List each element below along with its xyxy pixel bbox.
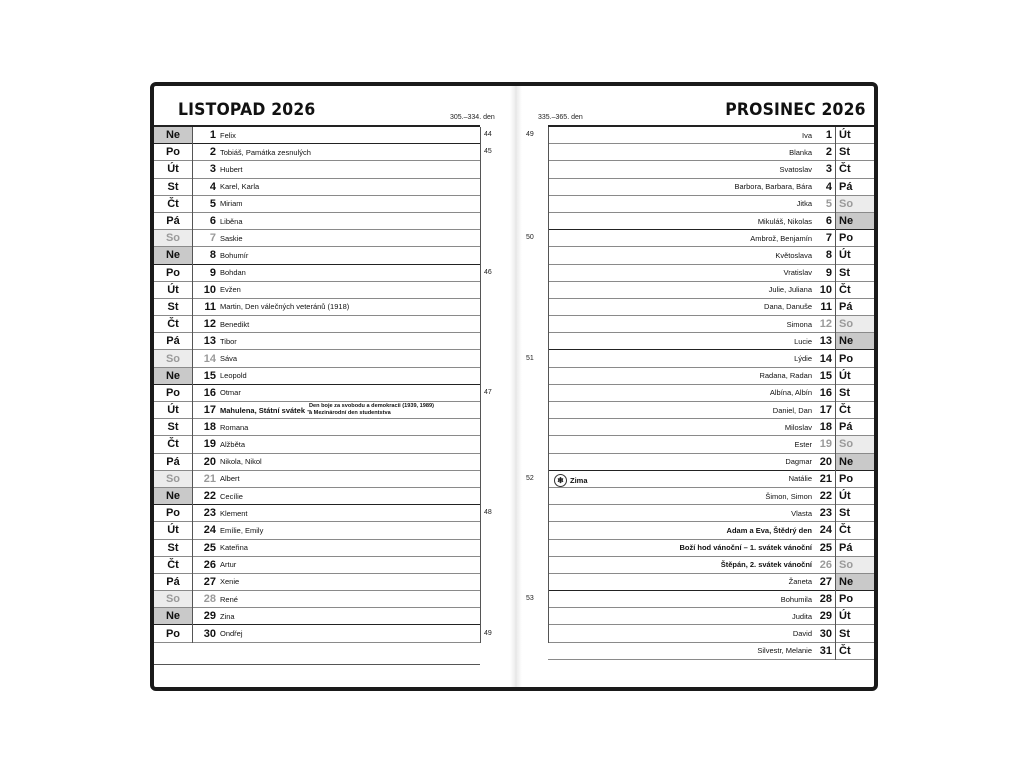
- day-number: 1: [825, 129, 832, 142]
- day-number: 20: [819, 455, 832, 468]
- week-number: 51: [526, 354, 534, 362]
- day-number: 4: [825, 180, 832, 193]
- day-number: 3: [209, 163, 216, 176]
- day-row: [154, 161, 480, 178]
- name-day: David: [792, 629, 812, 639]
- name-day: Miriam: [220, 199, 243, 209]
- name-day: Blanka: [789, 147, 812, 157]
- week-number: 48: [484, 509, 492, 517]
- weekday: Po: [165, 386, 181, 399]
- name-day: Leopold: [220, 371, 247, 381]
- name-day: Boží hod vánoční – 1. svátek vánoční: [679, 543, 812, 553]
- name-day: Karel, Karla: [220, 182, 260, 192]
- weekday: So: [836, 436, 874, 452]
- weekday: So: [154, 471, 192, 487]
- weekday: St: [839, 507, 850, 520]
- day-row: [548, 385, 874, 402]
- week-number: 50: [526, 234, 534, 242]
- day-number: 2: [825, 146, 832, 159]
- day-row: [154, 385, 480, 402]
- name-day: Květoslava: [775, 250, 812, 260]
- day-row: [154, 522, 480, 539]
- name-day: Žaneta: [788, 577, 812, 587]
- day-number: 2: [209, 146, 216, 159]
- page-listopad: [154, 86, 510, 687]
- day-number: 28: [819, 593, 832, 606]
- snowflake-icon: ❄: [554, 474, 567, 487]
- day-number: 5: [825, 197, 832, 210]
- name-day: Dana, Danuše: [764, 302, 812, 312]
- name-day: Romana: [220, 422, 249, 432]
- day-row: [548, 557, 874, 574]
- day-number: 20: [203, 455, 216, 468]
- day-row: [154, 127, 480, 144]
- weekday: So: [154, 591, 192, 607]
- day-number: 18: [203, 421, 216, 434]
- weekday: St: [167, 541, 179, 554]
- name-day: Ester: [794, 439, 812, 449]
- weekday: St: [167, 180, 179, 193]
- weekday: So: [154, 230, 192, 246]
- name-day: Radana, Radan: [759, 371, 812, 381]
- name-day: Tobiáš, Památka zesnulých: [220, 147, 311, 157]
- name-day: Vlasta: [791, 508, 812, 518]
- name-day: Kateřina: [220, 543, 248, 553]
- weekday: Út: [167, 283, 179, 296]
- name-day: Cecílie: [220, 491, 243, 501]
- weekday: Ne: [154, 247, 192, 263]
- name-day: Ambrož, Benjamín: [750, 233, 812, 243]
- diary-spread: [150, 82, 878, 691]
- day-number: 22: [819, 490, 832, 503]
- weekday: Po: [165, 507, 181, 520]
- day-number: 9: [209, 266, 216, 279]
- name-day: Dagmar: [785, 457, 812, 467]
- day-number: 7: [825, 232, 832, 245]
- day-row: [154, 436, 480, 453]
- name-day: Emílie, Emily: [220, 525, 264, 535]
- weekday: Út: [167, 163, 179, 176]
- day-range: 335.–365. den: [538, 114, 583, 121]
- day-row: [548, 436, 874, 453]
- day-number: 30: [819, 627, 832, 640]
- day-row: [154, 265, 480, 282]
- day-row: [154, 608, 480, 625]
- weekday: Pá: [166, 455, 180, 468]
- week-number: 47: [484, 389, 492, 396]
- weekday: Pá: [839, 421, 853, 434]
- name-day: Nikola, Nikol: [220, 457, 262, 467]
- week-number: 52: [526, 475, 534, 482]
- week-number: 44: [484, 131, 492, 138]
- weekday: St: [839, 146, 850, 159]
- day-number: 21: [203, 472, 216, 485]
- weekday: Čt: [167, 197, 179, 210]
- name-day: Štěpán, 2. svátek vánoční: [720, 560, 812, 570]
- book-spine: [510, 86, 522, 687]
- name-day: Hubert: [220, 164, 243, 174]
- day-number: 15: [819, 369, 832, 382]
- day-row: [548, 316, 874, 333]
- weekday: So: [836, 196, 874, 212]
- day-row: [548, 265, 874, 282]
- week-column: [480, 127, 481, 643]
- weekday: So: [154, 350, 192, 366]
- day-number: 19: [819, 438, 832, 451]
- weekday: Po: [839, 593, 854, 606]
- day-number: 6: [825, 215, 832, 228]
- day-row: [154, 179, 480, 196]
- day-number: 31: [819, 644, 832, 657]
- weekday: Ne: [154, 488, 192, 504]
- name-day: Evžen: [220, 285, 241, 295]
- day-number: 29: [819, 610, 832, 623]
- weekday: Čt: [167, 438, 179, 451]
- day-number: 12: [819, 318, 832, 331]
- name-day: Klement: [220, 508, 248, 518]
- day-row: [154, 350, 480, 367]
- weekday: Ne: [836, 213, 874, 229]
- weekday: Út: [167, 524, 179, 537]
- day-row: [154, 333, 480, 350]
- week-number: 46: [484, 268, 492, 276]
- day-row: [154, 419, 480, 436]
- name-day: Albert: [220, 474, 240, 484]
- weekday: Čt: [839, 163, 851, 176]
- weekday: St: [839, 266, 850, 279]
- day-number: 11: [820, 300, 832, 313]
- day-row: [154, 316, 480, 333]
- weekday: Pá: [166, 215, 180, 228]
- weekday: Út: [839, 490, 851, 503]
- day-row: [548, 161, 874, 178]
- day-number: 23: [203, 507, 216, 520]
- day-number: 25: [203, 541, 216, 554]
- day-number: 29: [203, 610, 216, 623]
- name-day: Simona: [786, 319, 812, 329]
- day-number: 7: [209, 232, 216, 245]
- day-number: 8: [825, 249, 832, 262]
- day-row: [154, 540, 480, 557]
- day-row: [548, 350, 874, 367]
- weekday: Út: [167, 404, 179, 417]
- name-day: Albína, Albín: [769, 388, 812, 398]
- day-number: 1: [209, 129, 216, 142]
- day-range: 305.–334. den: [450, 114, 495, 121]
- name-day: Vratislav: [783, 268, 812, 278]
- day-row: [548, 196, 874, 213]
- day-number: 24: [203, 524, 216, 537]
- day-number: 24: [819, 524, 832, 537]
- weekday: St: [839, 386, 850, 399]
- day-row: [548, 522, 874, 539]
- name-day: Jitka: [796, 199, 812, 209]
- weekday: Čt: [167, 558, 179, 571]
- day-number: 13: [819, 335, 832, 348]
- name-day: Svatoslav: [779, 164, 812, 174]
- name-day: Martin, Den válečných veteránů (1918): [220, 302, 350, 312]
- weekday: Pá: [839, 300, 853, 313]
- day-number: 12: [203, 318, 216, 331]
- name-day: Silvestr, Melanie: [757, 646, 812, 656]
- name-day: Tibor: [220, 336, 237, 346]
- day-number: 4: [209, 180, 216, 193]
- day-number: 22: [203, 490, 216, 503]
- day-row: [548, 230, 874, 247]
- name-day: Liběna: [220, 216, 243, 226]
- weekday: Út: [839, 129, 851, 142]
- day-row: [548, 454, 874, 471]
- name-day: Artur: [220, 560, 237, 570]
- weekday: St: [839, 627, 850, 640]
- day-row: [154, 591, 480, 608]
- day-row: [154, 247, 480, 264]
- name-day: Sáva: [220, 354, 238, 364]
- day-row: [154, 454, 480, 471]
- day-row: [548, 488, 874, 505]
- weekday: Pá: [839, 180, 853, 193]
- weekday: Ne: [154, 608, 192, 624]
- day-number: 19: [203, 438, 216, 451]
- day-row: [154, 471, 480, 488]
- name-day: Natálie: [788, 474, 812, 484]
- day-row: [548, 471, 874, 488]
- day-row: [548, 402, 874, 419]
- weekday: Út: [839, 369, 851, 382]
- name-day: Benedikt: [220, 319, 250, 329]
- day-number: 16: [819, 386, 832, 399]
- week-number: 49: [484, 629, 492, 637]
- day-number: 11: [204, 300, 216, 313]
- day-number: 3: [825, 163, 832, 176]
- weekday: Po: [165, 627, 181, 640]
- name-day: Šimon, Simon: [765, 491, 812, 501]
- weekday: Ne: [836, 454, 874, 470]
- name-day: Xenie: [220, 577, 240, 587]
- weekday: Pá: [166, 575, 180, 588]
- day-row: [548, 127, 874, 144]
- day-number: 17: [819, 404, 832, 417]
- day-number: 25: [819, 541, 832, 554]
- weekday: So: [836, 316, 874, 332]
- day-row: [154, 299, 480, 316]
- day-row: [548, 299, 874, 316]
- name-day: Zina: [220, 611, 235, 621]
- day-number: 10: [819, 283, 832, 296]
- weekday: Ne: [154, 127, 192, 143]
- day-number: 15: [203, 369, 216, 382]
- weekday: Čt: [839, 283, 851, 296]
- day-row: [548, 213, 874, 230]
- day-row: [154, 282, 480, 299]
- weekday: Čt: [839, 644, 851, 657]
- day-number: 21: [819, 472, 832, 485]
- weekday: Čt: [167, 318, 179, 331]
- day-row: [154, 488, 480, 505]
- week-number: 45: [484, 148, 492, 156]
- weekday: Pá: [166, 335, 180, 348]
- name-day: René: [220, 594, 238, 604]
- day-row: [548, 368, 874, 385]
- weekday: Po: [165, 266, 181, 279]
- day-row: [154, 505, 480, 522]
- season-marker: [554, 474, 588, 487]
- day-number: 27: [819, 575, 832, 588]
- name-day: Julie, Juliana: [768, 285, 812, 295]
- day-row: [154, 213, 480, 230]
- day-row: [548, 179, 874, 196]
- day-number: 23: [819, 507, 832, 520]
- weekday: Ne: [836, 574, 874, 590]
- name-day: Otmar: [220, 388, 241, 398]
- day-row: [548, 574, 874, 591]
- day-row: [154, 625, 480, 642]
- name-day: Lucie: [794, 336, 812, 346]
- weekday: Ne: [154, 368, 192, 384]
- season-label: Zima: [570, 476, 588, 485]
- day-number: 17: [203, 404, 216, 417]
- weekday: St: [167, 421, 179, 434]
- name-day: Bohumír: [220, 250, 249, 260]
- name-day: Ondřej: [220, 629, 243, 639]
- day-list: [548, 127, 874, 660]
- day-row: [154, 196, 480, 213]
- day-row: [548, 419, 874, 436]
- day-row: [154, 230, 480, 247]
- day-row: [548, 247, 874, 264]
- name-day: Bohdan: [220, 268, 246, 278]
- week-column: [548, 127, 549, 643]
- weekday: Čt: [839, 404, 851, 417]
- day-row: [548, 625, 874, 642]
- weekday: Po: [165, 146, 181, 159]
- day-row: [154, 368, 480, 385]
- page-title: LISTOPAD 2026: [178, 100, 316, 120]
- day-number: 8: [209, 249, 216, 262]
- weekday: Po: [839, 472, 854, 485]
- page-prosinec: [522, 86, 874, 687]
- day-number: 10: [203, 283, 216, 296]
- day-row: [548, 333, 874, 350]
- day-number: 5: [209, 197, 216, 210]
- name-day: Mikuláš, Nikolas: [757, 216, 812, 226]
- weekday: Út: [839, 610, 851, 623]
- weekday: Po: [839, 352, 854, 365]
- day-number: 13: [203, 335, 216, 348]
- day-number: 18: [819, 421, 832, 434]
- weekday: Pá: [839, 541, 853, 554]
- name-day: Iva: [801, 130, 812, 140]
- name-day: Mahulena, Státní svátek –: [220, 405, 312, 415]
- name-day: Lýdie: [794, 354, 812, 364]
- day-row: [154, 557, 480, 574]
- name-day: Felix: [220, 130, 236, 140]
- page-title: PROSINEC 2026: [725, 100, 866, 120]
- weekday: So: [836, 557, 874, 573]
- day-row: [548, 608, 874, 625]
- day-number: 30: [203, 627, 216, 640]
- day-number: 14: [819, 352, 832, 365]
- holiday-note: Den boje za svobodu a demokracii (1939, 1989) a Mezinárodní den studentstva: [309, 403, 434, 416]
- day-number: 26: [203, 558, 216, 571]
- name-day: Judita: [791, 611, 812, 621]
- day-row: [154, 574, 480, 591]
- name-day: Alžběta: [220, 439, 246, 449]
- name-day: Adam a Eva, Štědrý den: [726, 525, 812, 535]
- day-number: 26: [819, 558, 832, 571]
- day-row: [154, 144, 480, 161]
- name-day: Saskie: [220, 233, 243, 243]
- day-number: 6: [209, 215, 216, 228]
- week-number: 49: [526, 131, 534, 138]
- weekday: Ne: [836, 333, 874, 349]
- weekday: Po: [839, 232, 854, 245]
- weekday: St: [167, 300, 179, 313]
- day-row: [548, 144, 874, 161]
- name-day: Miloslav: [784, 422, 812, 432]
- weekday: Út: [839, 249, 851, 262]
- day-number: 9: [825, 266, 832, 279]
- day-row: [548, 591, 874, 608]
- weekday: Čt: [839, 524, 851, 537]
- day-number: 14: [203, 352, 216, 365]
- name-day: Daniel, Dan: [772, 405, 812, 415]
- day-list: [154, 127, 480, 643]
- day-number: 16: [203, 386, 216, 399]
- day-number: 27: [203, 575, 216, 588]
- day-row: [548, 643, 874, 660]
- day-row: [548, 540, 874, 557]
- name-day: Barbora, Barbara, Bára: [734, 182, 812, 192]
- day-row: [548, 505, 874, 522]
- name-day: Bohumila: [780, 594, 812, 604]
- day-number: 28: [203, 593, 216, 606]
- day-row: [548, 282, 874, 299]
- week-number: 53: [526, 595, 534, 603]
- day-row: [154, 402, 480, 419]
